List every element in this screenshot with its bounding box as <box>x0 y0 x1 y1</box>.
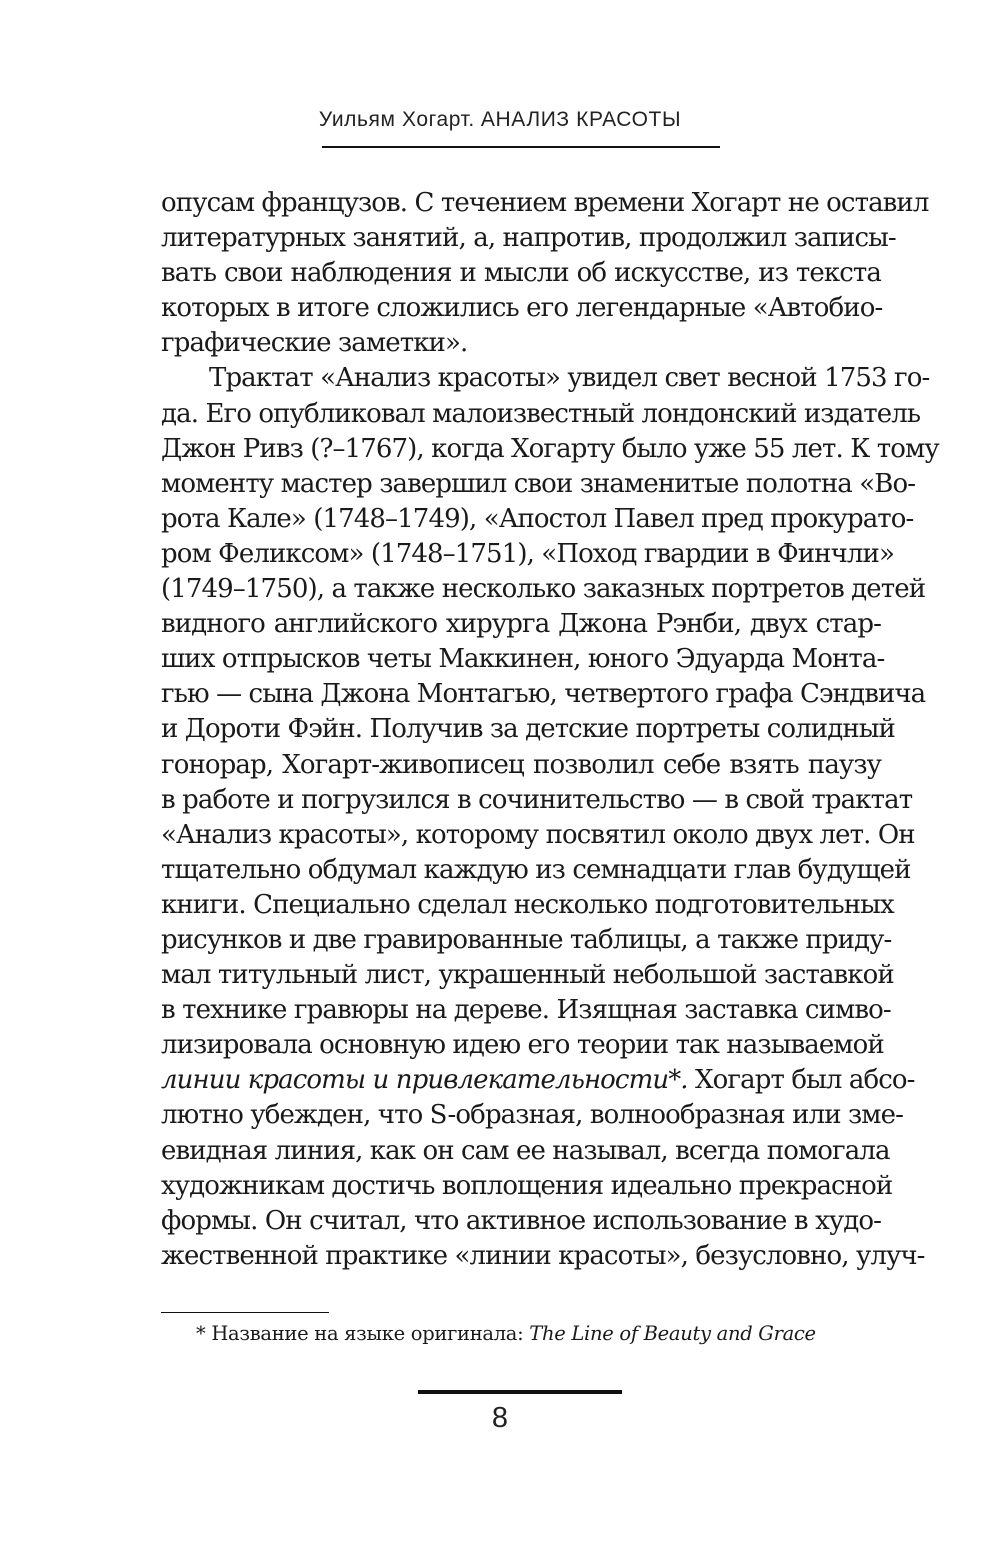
text-line: книги. Специально сделал несколько подготовительных <box>161 889 894 920</box>
text-line: «Анализ красоты», которому посвятил около двух лет. Он <box>161 819 915 850</box>
header-author: Уильям Хогарт. <box>318 108 475 131</box>
text-line: лютно убежден, что S-образная, волнообразная или зме- <box>161 1100 903 1131</box>
running-header <box>0 108 1000 132</box>
text-line: ром Феликсом» (1748–1751), «Поход гвардии в Финчли» <box>161 538 894 569</box>
text-line: в технике гравюры на дереве. Изящная заставка симво- <box>161 995 891 1026</box>
text-line: литературных занятий, а, напротив, продолжил записы- <box>161 223 896 254</box>
text-line: гью — сына Джона Монтагью, четвертого графа Сэндвича <box>161 679 926 710</box>
text-line: которых в итоге сложились его легендарные «Автобио- <box>161 293 883 324</box>
text-line: опусам французов. С течением времени Хогарт не оставил <box>161 188 929 218</box>
text-line: рота Кале» (1748–1749), «Апостол Павел пред прокурато- <box>161 503 914 534</box>
text-line: рисунков и две гравированные таблицы, а также приду- <box>161 924 892 955</box>
header-rule <box>322 146 720 148</box>
header-book-title: АНАЛИЗ КРАСОТЫ <box>480 108 682 131</box>
text-line: да. Его опубликовал малоизвестный лондонский издатель <box>161 398 921 429</box>
text-line-with-italic <box>161 1063 915 1098</box>
text-line: евидная линия, как он сам ее называл, всегда помогала <box>161 1135 890 1166</box>
text-line: Джон Ривз (?–1767), когда Хогарту было уже 55 лет. К тому <box>161 433 939 464</box>
footnote <box>196 1321 816 1347</box>
text-line: и Дороти Фэйн. Получив за детские портреты солидный <box>161 714 895 745</box>
footnote-original-title: The Line of Beauty and Grace <box>529 1322 816 1345</box>
text-line: моменту мастер завершил свои знаменитые полотна «Во- <box>161 468 916 499</box>
text-line: лизировала основную идею его теории так называемой <box>161 1030 884 1061</box>
footnote-prefix: * Название на языке оригинала: <box>196 1322 530 1345</box>
text-line: тщательно обдумал каждую из семнадцати глав будущей <box>161 854 911 885</box>
italic-term: линии красоты и привлекательности*. <box>161 1065 688 1096</box>
footnote-rule <box>161 1312 329 1313</box>
text-line: мал титульный лист, украшенный небольшой заставкой <box>161 960 894 991</box>
text-line: гонорар, Хогарт-живописец позволил себе взять паузу <box>161 749 881 780</box>
text-line: (1749–1750), а также несколько заказных портретов детей <box>161 574 926 605</box>
text-line: Трактат «Анализ красоты» увидел свет весной 1753 го- <box>209 363 930 394</box>
text-line: видного английского хирурга Джона Рэнби, двух стар- <box>161 609 881 640</box>
footer-rule <box>418 1390 622 1394</box>
text-line: графические заметки». <box>161 328 468 359</box>
text-line: ших отпрысков четы Маккинен, юного Эдуарда Монта- <box>161 644 885 675</box>
text-line: художникам достичь воплощения идеально прекрасной <box>161 1170 893 1201</box>
text-line: формы. Он считал, что активное использование в худо- <box>161 1205 881 1236</box>
text-line-rest: Хогарт был абсо- <box>687 1065 915 1096</box>
text-line: жественной практике «линии красоты», безусловно, улуч- <box>161 1240 925 1271</box>
text-line: в работе и погрузился в сочинительство — в свой трактат <box>161 784 913 815</box>
body-text <box>161 186 939 1274</box>
text-line: вать свои наблюдения и мысли об искусстве, из текста <box>161 258 881 289</box>
page-number: 8 <box>491 1402 509 1434</box>
